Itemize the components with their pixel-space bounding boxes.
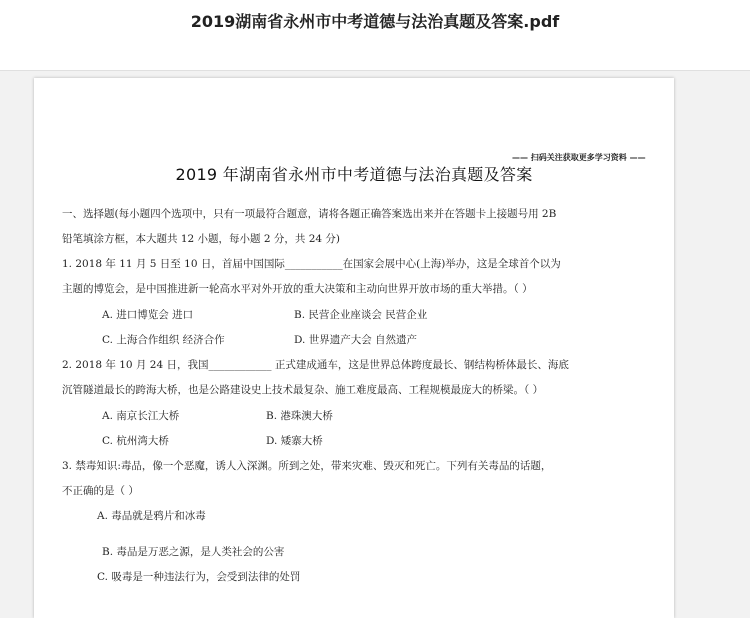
question-3-option-c: C. 吸毒是一种违法行为，会受到法律的处罚 — [97, 571, 301, 583]
title-bar — [0, 0, 750, 71]
section-heading-line-1: 一、选择题(每小题四个选项中，只有一项最符合题意，请将各题正确答案选出来并在答题卡上接题号用 2B — [62, 208, 557, 220]
question-1-line-1: 1. 2018 年 11 月 5 日至 10 日，首届中国国际___________在国家会展中心(上海)举办，这是全球首个以为 — [62, 258, 561, 270]
document-title: 2019 年湖南省永州市中考道德与法治真题及答案 — [175, 165, 533, 184]
window-title: 2019湖南省永州市中考道德与法治真题及答案.pdf — [190, 12, 560, 31]
watermark-text: —— 扫码关注获取更多学习资料 —— — [512, 153, 646, 162]
section-heading-line-2: 铅笔填涂方框，本大题共 12 小题，每小题 2 分，共 24 分) — [62, 233, 341, 245]
question-3-line-2: 不正确的是（ ） — [62, 485, 139, 497]
question-2-option-c: C. 杭州湾大桥 — [102, 435, 169, 447]
question-1-option-a: A. 进口博览会 进口 — [102, 309, 194, 321]
question-3-option-b: B. 毒品是万恶之源，是人类社会的公害 — [102, 546, 285, 558]
pdf-page — [34, 78, 674, 618]
question-3-option-a: A. 毒品就是鸦片和冰毒 — [97, 510, 206, 522]
question-2-line-2: 沉管隧道最长的跨海大桥，也是公路建设史上技术最复杂、施工难度最高、工程规模最庞大的桥梁。（ ） — [62, 384, 544, 396]
question-3-line-1: 3. 禁毒知识:毒品，像一个恶魔，诱人入深渊。所到之处，带来灾难、毁灭和死亡。下列有关毒品的话题， — [62, 460, 552, 472]
question-2-option-a: A. 南京长江大桥 — [102, 410, 180, 422]
question-1-option-c: C. 上海合作组织 经济合作 — [102, 334, 225, 346]
question-2-option-b: B. 港珠澳大桥 — [266, 410, 333, 422]
question-2-option-d: D. 矮寨大桥 — [266, 435, 323, 447]
question-1-option-d: D. 世界遗产大会 自然遗产 — [294, 334, 418, 346]
question-1-line-2: 主题的博览会，是中国推进新一轮高水平对外开放的重大决策和主动向世界开放市场的重大举措。（ ） — [62, 283, 533, 295]
question-1-option-b: B. 民营企业座谈会 民营企业 — [294, 309, 428, 321]
question-2-line-1: 2. 2018 年 10 月 24 日，我国____________ 正式建成通车，这是世界总体跨度最长、钢结构桥体最长、海底 — [62, 359, 569, 371]
